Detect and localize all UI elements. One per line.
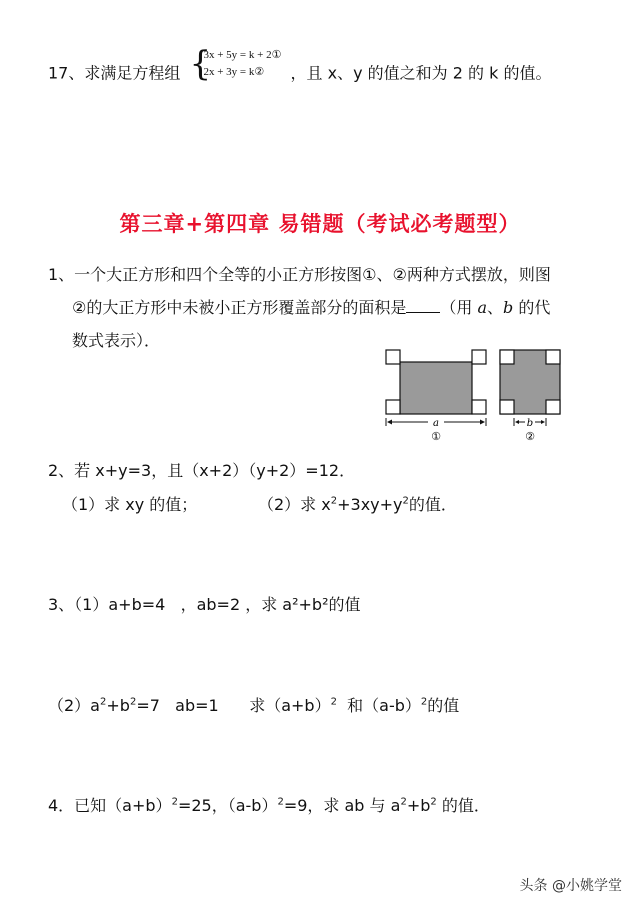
fig1-small-square: [472, 350, 486, 364]
q2-part-1: （1）求 xy 的值；: [62, 495, 198, 514]
q1-line1: 1、一个大正方形和四个全等的小正方形按图①、②两种方式摆放，则图: [48, 265, 551, 284]
fig2-caption: ②: [525, 430, 535, 443]
superscript: 2: [129, 696, 137, 708]
superscript: 2: [330, 696, 337, 708]
q3-p2a: （2）a: [48, 696, 100, 715]
arrow-left-icon: [387, 420, 392, 425]
q1-line2: [48, 291, 608, 324]
q3-part-2: [48, 693, 459, 716]
var-a: a: [477, 298, 487, 317]
fig2-small-square: [546, 350, 560, 364]
q1-line3: 数式表示）．: [72, 331, 161, 350]
q17-suffix: ，且 x、y 的值之和为 2 的 k 的值。: [290, 63, 552, 83]
fig1-caption: ①: [431, 430, 441, 443]
q4-c: =9，求 ab 与 a: [283, 796, 401, 815]
fig2-small-square: [500, 400, 514, 414]
q2-part2b: +3xy+y: [337, 495, 403, 514]
question-17: [48, 44, 552, 91]
q17-prefix: 17、求满足方程组: [48, 63, 181, 83]
q3-p2b: +b: [106, 696, 130, 715]
q3-p2c: =7 ab=1 求（a+b）: [136, 696, 331, 715]
q3-p2d: 和（a-b）: [336, 696, 421, 715]
fig1-small-square: [386, 400, 400, 414]
question-1: [48, 258, 608, 357]
question-3: 3、（1）a+b=4 ，ab=2 ，求 a²+b²的值: [48, 595, 361, 614]
watermark: 头条 @小姚学堂: [519, 878, 622, 894]
superscript: 2: [430, 796, 437, 808]
question-2: 2、若 x+y=3，且（x+2）（y+2）=12．: [48, 461, 356, 480]
q1-line2c: 的代: [513, 298, 551, 317]
q2-part2a: （2）求 x: [258, 495, 331, 514]
var-b: b: [503, 298, 514, 317]
answer-blank: [406, 298, 440, 313]
superscript: 2: [277, 796, 284, 808]
superscript: 2: [330, 495, 338, 507]
fig1-small-square: [472, 400, 486, 414]
brace-icon: {: [189, 44, 212, 84]
superscript: 2: [402, 495, 409, 507]
superscript: 2: [400, 796, 407, 808]
q2-part2c: 的值．: [408, 495, 457, 514]
q4-a: 4．已知（a+b）: [48, 796, 172, 815]
q1-sep: 、: [487, 298, 504, 317]
superscript: 2: [420, 696, 428, 708]
q3-p2e: 的值: [427, 696, 460, 715]
section-heading: 第三章+第四章 易错题（考试必考题型）: [119, 212, 521, 236]
q4-d: +b: [406, 796, 431, 815]
q4-e: 的值．: [436, 796, 490, 815]
arrow-right-icon: [480, 420, 485, 425]
fig2-small-square: [546, 400, 560, 414]
figure-2: [498, 348, 562, 444]
superscript: 2: [171, 796, 178, 808]
fig1-label: a: [433, 418, 439, 429]
fig2-label: b: [526, 418, 534, 429]
fig1-big-square: [400, 362, 472, 414]
figure-1: [384, 348, 488, 444]
q1-line2a: ②的大正方形中未被小正方形覆盖部分的面积是: [72, 298, 407, 317]
fig1-small-square: [386, 350, 400, 364]
fig2-small-square: [500, 350, 514, 364]
question-4: [48, 793, 490, 816]
q1-line2b: （用: [440, 298, 478, 317]
arrow-right-icon: [541, 420, 545, 424]
arrow-left-icon: [515, 420, 519, 424]
superscript: 2: [100, 696, 107, 708]
q4-b: =25，（a-b）: [177, 796, 278, 815]
equation-2: 2x + 3y = k②: [203, 66, 265, 78]
q2-part-2: [258, 492, 457, 515]
equation-system: [189, 44, 282, 84]
equation-1: 3x + 5y = k + 2①: [203, 49, 282, 61]
